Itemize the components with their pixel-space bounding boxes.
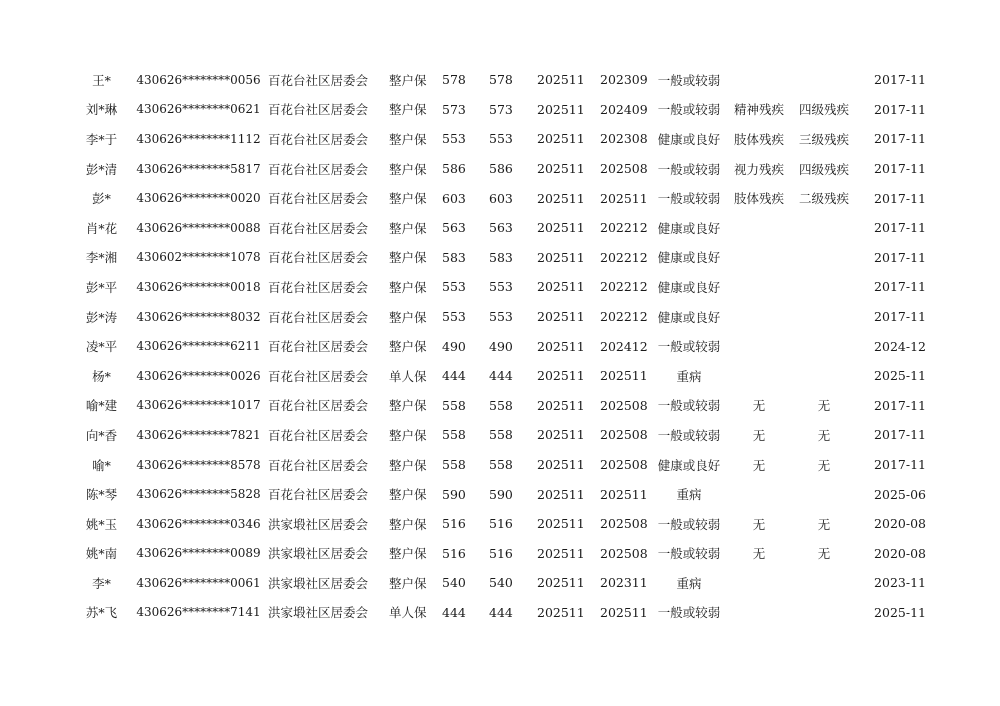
- amount-b-cell: 578: [489, 72, 513, 88]
- amount-a-cell: 516: [442, 545, 466, 561]
- community-committee-cell: 洪家塅社区居委会: [268, 546, 369, 562]
- health-status-cell: 健康或良好: [657, 309, 721, 325]
- recipient-name-cell: 杨*: [92, 368, 111, 384]
- enrollment-date-cell: 2017-11: [874, 397, 926, 413]
- table-row: [70, 65, 926, 95]
- disability-grade-cell: 无: [817, 427, 831, 443]
- table-row: [70, 331, 926, 361]
- disability-type-cell: 无: [752, 516, 766, 532]
- enrollment-date-cell: 2017-11: [874, 249, 926, 265]
- disability-type-cell: 精神残疾: [733, 102, 784, 118]
- health-status-cell: 一般或较弱: [657, 516, 721, 532]
- health-status-cell: 一般或较弱: [657, 398, 721, 414]
- enrollment-date-cell: 2017-11: [874, 72, 926, 88]
- amount-b-cell: 603: [489, 190, 513, 206]
- disability-grade-cell: 无: [817, 398, 831, 414]
- amount-a-cell: 603: [442, 190, 466, 206]
- enrollment-date-cell: 2025-11: [874, 368, 926, 384]
- table-row: [70, 124, 926, 154]
- disability-grade-cell: [792, 598, 856, 628]
- community-committee-cell: 百花台社区居委会: [268, 309, 369, 325]
- id-number-cell: 430626********0061: [136, 575, 261, 590]
- enrollment-date-cell: 2017-11: [874, 131, 926, 147]
- start-month-cell: 202511: [600, 190, 648, 206]
- amount-a-cell: 444: [442, 368, 466, 384]
- start-month-cell: 202511: [600, 368, 648, 384]
- disability-grade-cell: [792, 361, 856, 391]
- community-committee-cell: 百花台社区居委会: [268, 220, 369, 236]
- amount-b-cell: 558: [489, 427, 513, 443]
- coverage-type-cell: 整户保: [389, 398, 427, 414]
- recipient-name-cell: 彭*清: [85, 161, 118, 177]
- disability-grade-cell: [792, 302, 856, 332]
- amount-b-cell: 590: [489, 486, 513, 502]
- community-committee-cell: 百花台社区居委会: [268, 72, 369, 88]
- amount-a-cell: 558: [442, 457, 466, 473]
- issue-month-cell: 202511: [537, 575, 585, 591]
- disability-type-cell: [726, 479, 792, 509]
- disability-grade-cell: 无: [817, 516, 831, 532]
- community-committee-cell: 百花台社区居委会: [268, 102, 369, 118]
- coverage-type-cell: 整户保: [389, 339, 427, 355]
- enrollment-date-cell: 2017-11: [874, 279, 926, 295]
- community-committee-cell: 百花台社区居委会: [268, 457, 369, 473]
- issue-month-cell: 202511: [537, 516, 585, 532]
- coverage-type-cell: 整户保: [389, 131, 427, 147]
- recipient-name-cell: 王*: [92, 72, 111, 88]
- community-committee-cell: 百花台社区居委会: [268, 279, 369, 295]
- health-status-cell: 健康或良好: [657, 220, 721, 236]
- enrollment-date-cell: 2023-11: [874, 575, 926, 591]
- community-committee-cell: 百花台社区居委会: [268, 487, 369, 503]
- id-number-cell: 430626********7141: [136, 605, 261, 620]
- id-number-cell: 430626********6211: [136, 339, 261, 354]
- recipient-name-cell: 李*于: [85, 131, 118, 147]
- issue-month-cell: 202511: [537, 279, 585, 295]
- recipient-name-cell: 彭*涛: [85, 309, 118, 325]
- coverage-type-cell: 整户保: [389, 72, 427, 88]
- recipient-name-cell: 喻*建: [85, 398, 118, 414]
- coverage-type-cell: 整户保: [389, 191, 427, 207]
- coverage-type-cell: 整户保: [389, 457, 427, 473]
- coverage-type-cell: 整户保: [389, 575, 427, 591]
- amount-b-cell: 558: [489, 397, 513, 413]
- table-row: [70, 95, 926, 125]
- enrollment-date-cell: 2025-06: [874, 486, 926, 502]
- community-committee-cell: 百花台社区居委会: [268, 250, 369, 266]
- id-number-cell: 430626********0026: [136, 368, 261, 383]
- coverage-type-cell: 整户保: [389, 427, 427, 443]
- table-row: [70, 361, 926, 391]
- start-month-cell: 202409: [600, 101, 648, 117]
- table-row: [70, 213, 926, 243]
- id-number-cell: 430626********1017: [136, 398, 261, 413]
- amount-b-cell: 444: [489, 604, 513, 620]
- amount-a-cell: 558: [442, 397, 466, 413]
- disability-grade-cell: 无: [817, 546, 831, 562]
- disability-type-cell: 无: [752, 398, 766, 414]
- enrollment-date-cell: 2017-11: [874, 161, 926, 177]
- table-row: [70, 479, 926, 509]
- table-row: [70, 509, 926, 539]
- start-month-cell: 202212: [600, 309, 648, 325]
- disability-type-cell: 视力残疾: [733, 161, 784, 177]
- issue-month-cell: 202511: [537, 309, 585, 325]
- id-number-cell: 430626********1112: [136, 131, 261, 146]
- health-status-cell: 一般或较弱: [657, 161, 721, 177]
- community-committee-cell: 洪家塅社区居委会: [268, 575, 369, 591]
- recipient-name-cell: 喻*: [92, 457, 111, 473]
- amount-a-cell: 553: [442, 131, 466, 147]
- coverage-type-cell: 整户保: [389, 102, 427, 118]
- recipient-name-cell: 彭*平: [85, 279, 118, 295]
- recipient-name-cell: 向*香: [85, 427, 118, 443]
- community-committee-cell: 百花台社区居委会: [268, 368, 369, 384]
- table-row: [70, 272, 926, 302]
- recipient-table: [70, 65, 926, 627]
- community-committee-cell: 百花台社区居委会: [268, 427, 369, 443]
- disability-type-cell: 无: [752, 546, 766, 562]
- enrollment-date-cell: 2017-11: [874, 427, 926, 443]
- disability-grade-cell: 四级残疾: [798, 161, 849, 177]
- health-status-cell: 健康或良好: [657, 279, 721, 295]
- recipient-name-cell: 刘*琳: [85, 102, 118, 118]
- health-status-cell: 一般或较弱: [657, 605, 721, 621]
- disability-type-cell: [726, 243, 792, 273]
- disability-type-cell: [726, 302, 792, 332]
- start-month-cell: 202508: [600, 427, 648, 443]
- issue-month-cell: 202511: [537, 397, 585, 413]
- id-number-cell: 430626********0056: [136, 72, 261, 87]
- amount-a-cell: 578: [442, 72, 466, 88]
- issue-month-cell: 202511: [537, 457, 585, 473]
- amount-a-cell: 583: [442, 249, 466, 265]
- recipient-name-cell: 李*: [92, 575, 111, 591]
- health-status-cell: 重病: [676, 487, 702, 503]
- disability-grade-cell: 三级残疾: [798, 131, 849, 147]
- coverage-type-cell: 整户保: [389, 309, 427, 325]
- recipient-name-cell: 凌*平: [85, 339, 118, 355]
- issue-month-cell: 202511: [537, 545, 585, 561]
- enrollment-date-cell: 2017-11: [874, 220, 926, 236]
- start-month-cell: 202508: [600, 516, 648, 532]
- coverage-type-cell: 整户保: [389, 161, 427, 177]
- community-committee-cell: 百花台社区居委会: [268, 339, 369, 355]
- amount-a-cell: 558: [442, 427, 466, 443]
- id-number-cell: 430626********0089: [136, 546, 261, 561]
- disability-type-cell: 无: [752, 427, 766, 443]
- table-row: [70, 243, 926, 273]
- health-status-cell: 重病: [676, 368, 702, 384]
- recipient-name-cell: 姚*南: [85, 546, 118, 562]
- amount-b-cell: 540: [489, 575, 513, 591]
- health-status-cell: 一般或较弱: [657, 546, 721, 562]
- amount-b-cell: 583: [489, 249, 513, 265]
- health-status-cell: 一般或较弱: [657, 427, 721, 443]
- health-status-cell: 一般或较弱: [657, 72, 721, 88]
- amount-a-cell: 553: [442, 309, 466, 325]
- amount-b-cell: 516: [489, 545, 513, 561]
- disability-grade-cell: [792, 213, 856, 243]
- issue-month-cell: 202511: [537, 101, 585, 117]
- id-number-cell: 430626********0088: [136, 220, 261, 235]
- health-status-cell: 一般或较弱: [657, 339, 721, 355]
- id-number-cell: 430626********7821: [136, 427, 261, 442]
- issue-month-cell: 202511: [537, 427, 585, 443]
- community-committee-cell: 百花台社区居委会: [268, 398, 369, 414]
- disability-grade-cell: [792, 272, 856, 302]
- enrollment-date-cell: 2017-11: [874, 190, 926, 206]
- coverage-type-cell: 单人保: [389, 368, 427, 384]
- community-committee-cell: 洪家塅社区居委会: [268, 605, 369, 621]
- disability-grade-cell: [792, 479, 856, 509]
- disability-type-cell: [726, 361, 792, 391]
- amount-a-cell: 516: [442, 516, 466, 532]
- recipient-name-cell: 姚*玉: [85, 516, 118, 532]
- health-status-cell: 健康或良好: [657, 457, 721, 473]
- table-row: [70, 450, 926, 480]
- id-number-cell: 430626********0020: [136, 191, 261, 206]
- health-status-cell: 一般或较弱: [657, 102, 721, 118]
- community-committee-cell: 百花台社区居委会: [268, 191, 369, 207]
- enrollment-date-cell: 2020-08: [874, 545, 926, 561]
- disability-type-cell: [726, 272, 792, 302]
- start-month-cell: 202412: [600, 338, 648, 354]
- enrollment-date-cell: 2025-11: [874, 604, 926, 620]
- amount-b-cell: 573: [489, 101, 513, 117]
- issue-month-cell: 202511: [537, 338, 585, 354]
- amount-a-cell: 553: [442, 279, 466, 295]
- disability-type-cell: [726, 65, 792, 95]
- issue-month-cell: 202511: [537, 72, 585, 88]
- amount-b-cell: 553: [489, 279, 513, 295]
- issue-month-cell: 202511: [537, 220, 585, 236]
- amount-a-cell: 573: [442, 101, 466, 117]
- issue-month-cell: 202511: [537, 161, 585, 177]
- community-committee-cell: 百花台社区居委会: [268, 131, 369, 147]
- recipient-name-cell: 苏*飞: [85, 605, 118, 621]
- issue-month-cell: 202511: [537, 486, 585, 502]
- start-month-cell: 202508: [600, 545, 648, 561]
- coverage-type-cell: 整户保: [389, 546, 427, 562]
- amount-b-cell: 516: [489, 516, 513, 532]
- enrollment-date-cell: 2017-11: [874, 101, 926, 117]
- start-month-cell: 202508: [600, 457, 648, 473]
- amount-b-cell: 586: [489, 161, 513, 177]
- coverage-type-cell: 整户保: [389, 516, 427, 532]
- disability-grade-cell: [792, 331, 856, 361]
- disability-type-cell: 肢体残疾: [733, 191, 784, 207]
- table-row: [70, 598, 926, 628]
- disability-type-cell: [726, 568, 792, 598]
- id-number-cell: 430626********0018: [136, 279, 261, 294]
- coverage-type-cell: 整户保: [389, 487, 427, 503]
- enrollment-date-cell: 2020-08: [874, 516, 926, 532]
- issue-month-cell: 202511: [537, 368, 585, 384]
- id-number-cell: 430602********1078: [136, 250, 261, 265]
- health-status-cell: 重病: [676, 575, 702, 591]
- amount-b-cell: 553: [489, 309, 513, 325]
- start-month-cell: 202212: [600, 249, 648, 265]
- id-number-cell: 430626********8578: [136, 457, 261, 472]
- disability-grade-cell: 四级残疾: [798, 102, 849, 118]
- recipient-name-cell: 李*湘: [85, 250, 118, 266]
- amount-b-cell: 563: [489, 220, 513, 236]
- id-number-cell: 430626********0346: [136, 516, 261, 531]
- recipient-table-body: [70, 65, 926, 627]
- amount-b-cell: 444: [489, 368, 513, 384]
- start-month-cell: 202212: [600, 220, 648, 236]
- enrollment-date-cell: 2024-12: [874, 338, 926, 354]
- issue-month-cell: 202511: [537, 604, 585, 620]
- table-row: [70, 391, 926, 421]
- start-month-cell: 202508: [600, 397, 648, 413]
- community-committee-cell: 百花台社区居委会: [268, 161, 369, 177]
- amount-a-cell: 444: [442, 604, 466, 620]
- start-month-cell: 202309: [600, 72, 648, 88]
- disability-grade-cell: 二级残疾: [798, 191, 849, 207]
- table-row: [70, 302, 926, 332]
- health-status-cell: 健康或良好: [657, 250, 721, 266]
- amount-a-cell: 540: [442, 575, 466, 591]
- issue-month-cell: 202511: [537, 190, 585, 206]
- amount-a-cell: 563: [442, 220, 466, 236]
- community-committee-cell: 洪家塅社区居委会: [268, 516, 369, 532]
- disability-grade-cell: [792, 243, 856, 273]
- id-number-cell: 430626********0621: [136, 102, 261, 117]
- start-month-cell: 202212: [600, 279, 648, 295]
- issue-month-cell: 202511: [537, 249, 585, 265]
- table-row: [70, 568, 926, 598]
- disability-type-cell: [726, 331, 792, 361]
- table-row: [70, 420, 926, 450]
- disability-grade-cell: 无: [817, 457, 831, 473]
- start-month-cell: 202511: [600, 486, 648, 502]
- table-row: [70, 183, 926, 213]
- start-month-cell: 202511: [600, 604, 648, 620]
- amount-b-cell: 490: [489, 338, 513, 354]
- recipient-name-cell: 彭*: [92, 191, 111, 207]
- health-status-cell: 健康或良好: [657, 131, 721, 147]
- enrollment-date-cell: 2017-11: [874, 309, 926, 325]
- health-status-cell: 一般或较弱: [657, 191, 721, 207]
- coverage-type-cell: 整户保: [389, 250, 427, 266]
- recipient-name-cell: 肖*花: [85, 220, 118, 236]
- id-number-cell: 430626********8032: [136, 309, 261, 324]
- disability-type-cell: [726, 598, 792, 628]
- coverage-type-cell: 单人保: [389, 605, 427, 621]
- amount-b-cell: 553: [489, 131, 513, 147]
- start-month-cell: 202508: [600, 161, 648, 177]
- amount-a-cell: 586: [442, 161, 466, 177]
- table-row: [70, 154, 926, 184]
- id-number-cell: 430626********5828: [136, 487, 261, 502]
- start-month-cell: 202311: [600, 575, 648, 591]
- disability-type-cell: [726, 213, 792, 243]
- amount-a-cell: 590: [442, 486, 466, 502]
- table-row: [70, 539, 926, 569]
- disability-grade-cell: [792, 65, 856, 95]
- disability-grade-cell: [792, 568, 856, 598]
- id-number-cell: 430626********5817: [136, 161, 261, 176]
- disability-type-cell: 无: [752, 457, 766, 473]
- recipient-name-cell: 陈*琴: [85, 487, 118, 503]
- amount-b-cell: 558: [489, 457, 513, 473]
- issue-month-cell: 202511: [537, 131, 585, 147]
- coverage-type-cell: 整户保: [389, 279, 427, 295]
- enrollment-date-cell: 2017-11: [874, 457, 926, 473]
- start-month-cell: 202308: [600, 131, 648, 147]
- amount-a-cell: 490: [442, 338, 466, 354]
- disability-type-cell: 肢体残疾: [733, 131, 784, 147]
- coverage-type-cell: 整户保: [389, 220, 427, 236]
